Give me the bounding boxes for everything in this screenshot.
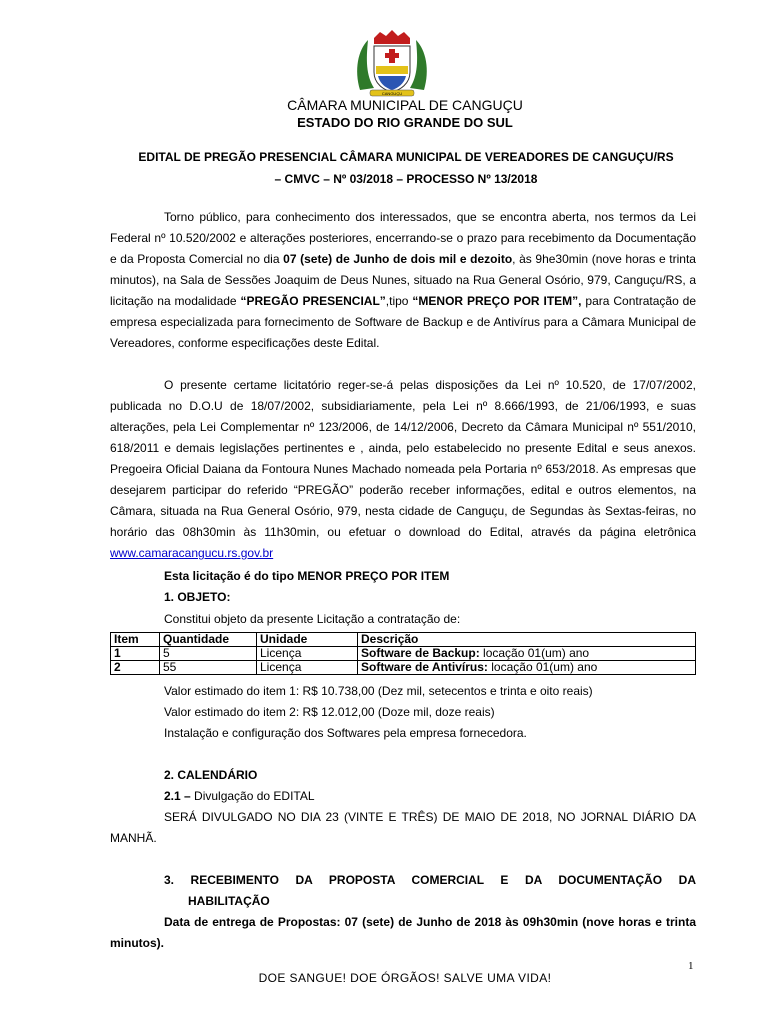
sub-number: 2.1 –	[164, 789, 191, 803]
edital-title-line1: EDITAL DE PREGÃO PRESENCIAL CÂMARA MUNICIPAL DE VEREADORES DE CANGUÇU/RS	[138, 150, 674, 164]
text-segment: O presente certame licitatório reger-se-á pelas disposições da Lei nº 10.520, de 17/07/2002, publicada no D.O.U de 18/07/2002, subsidiariamente, pela Lei nº 8.666/1993, de 21/06/1993, e suas alterações, pela Lei Complementar nº 123/2006, de 14/12/2006, Decreto da Câmara Municipal nº 551/2010, 618/2011 e demais legislações pertinentes e , ainda, pelo estabelecido no presente Edital e seus anexos. Pregoeira Oficial Daiana da Fontoura Nunes Machado nomeada pela Portaria nº 653/2018. As empresas que desejarem participar do referido “PREGÃO” poderão receber informações, edital e outros elementos, na Câmara, situada na Rua General Osório, 979, nesta cidade de Canguçu, de Segundas às Sextas-feiras, no horário das 08h30min às 11h30min, ou efetuar o download do Edital, através da página eletrônica	[110, 378, 696, 539]
municipal-crest-logo	[352, 30, 432, 100]
cell-item: 1	[111, 647, 160, 661]
desc-bold: Software de Backup:	[361, 646, 480, 660]
page-number: 1	[688, 960, 694, 972]
divulgacao-text: SERÁ DIVULGADO NO DIA 23 (VINTE E TRÊS) DE MAIO DE 2018, NO JORNAL DIÁRIO DA MANHÃ.	[110, 810, 696, 845]
section-3-heading-line2: HABILITAÇÃO	[188, 894, 270, 908]
section-2-heading: 2. CALENDÁRIO	[164, 768, 258, 782]
state-name: ESTADO DO RIO GRANDE DO SUL	[297, 115, 513, 130]
desc-rest: locação 01(um) ano	[479, 646, 590, 660]
items-table	[110, 632, 696, 675]
cell-quantity: 5	[160, 647, 257, 661]
bold-modality: “PREGÃO PRESENCIAL”	[240, 294, 386, 308]
text-segment: ,tipo	[385, 294, 413, 308]
desc-rest: locação 01(um) ano	[487, 660, 598, 674]
section-2-1	[164, 786, 315, 807]
table-header-row	[111, 633, 696, 647]
crest-text: CANGUÇU	[381, 91, 403, 96]
valor-item-1: Valor estimado do item 1: R$ 10.738,00 (Dez mil, setecentos e trinta e oito reais)	[164, 684, 593, 698]
tipo-line: Esta licitação é do tipo MENOR PREÇO POR ITEM	[164, 569, 450, 583]
section-3-heading-line1: 3. RECEBIMENTO DA PROPOSTA COMERCIAL E DA DOCUMENTAÇÃO DA	[164, 873, 696, 887]
section-1-heading: 1. OBJETO:	[164, 590, 231, 604]
col-header-description: Descrição	[358, 633, 696, 647]
section-3-text: Data de entrega de Propostas: 07 (sete) de Junho de 2018 às 09h30min (nove horas e trinta minutos).	[110, 915, 696, 950]
bold-date: 07 (sete) de Junho de dois mil e dezoito	[283, 252, 513, 266]
text-segment: Torno público, para conhecimento dos interessados, que se encontra aberta, nos termos da Lei Federal nº 10.520/2002 e alterações posteriores, encerrando-se o prazo para recebimento da Documentação e da Proposta Comercial no dia	[110, 210, 696, 266]
cell-item: 2	[111, 661, 160, 675]
institution-name: CÂMARA MUNICIPAL DE CANGUÇU	[287, 97, 523, 113]
sub-text: Divulgação do EDITAL	[190, 789, 315, 803]
table-row	[111, 647, 696, 661]
cell-description	[358, 661, 696, 675]
cell-quantity: 55	[160, 661, 257, 675]
col-header-quantity: Quantidade	[160, 633, 257, 647]
valor-item-2: Valor estimado do item 2: R$ 12.012,00 (Doze mil, doze reais)	[164, 705, 495, 719]
section-1-intro: Constitui objeto da presente Licitação a contratação de:	[164, 612, 461, 626]
paragraph-legal-basis	[110, 375, 696, 564]
table-row	[111, 661, 696, 675]
footer-slogan: DOE SANGUE! DOE ÓRGÃOS! SALVE UMA VIDA!	[258, 971, 552, 985]
cell-unit: Licença	[257, 661, 358, 675]
section-2-text	[110, 807, 696, 849]
website-link[interactable]: www.camaracangucu.rs.gov.br	[110, 546, 274, 560]
paragraph-announcement	[110, 207, 696, 354]
cell-unit: Licença	[257, 647, 358, 661]
col-header-item: Item	[111, 633, 160, 647]
edital-title-line2: – CMVC – Nº 03/2018 – PROCESSO Nº 13/2018	[274, 172, 538, 186]
cell-description	[358, 647, 696, 661]
col-header-unit: Unidade	[257, 633, 358, 647]
text-segment: para Contratação de empresa especializada para fornecimento de Software de Backup e de Antivírus para a Câmara Municipal de Vereadores, conforme especificações deste Edital.	[110, 294, 697, 350]
text-segment: , às 9he30min (nove horas e trinta minutos), na Sala de Sessões Joaquim de Deus Nunes, situado na Rua General Osório, 979, Canguçu/RS, a licitação na modalidade	[110, 252, 696, 308]
desc-bold: Software de Antivírus:	[361, 660, 488, 674]
section-3-text-block	[110, 912, 696, 954]
bold-type: “MENOR PREÇO POR ITEM”,	[412, 294, 582, 308]
installation-note: Instalação e configuração dos Softwares pela empresa fornecedora.	[164, 726, 527, 740]
